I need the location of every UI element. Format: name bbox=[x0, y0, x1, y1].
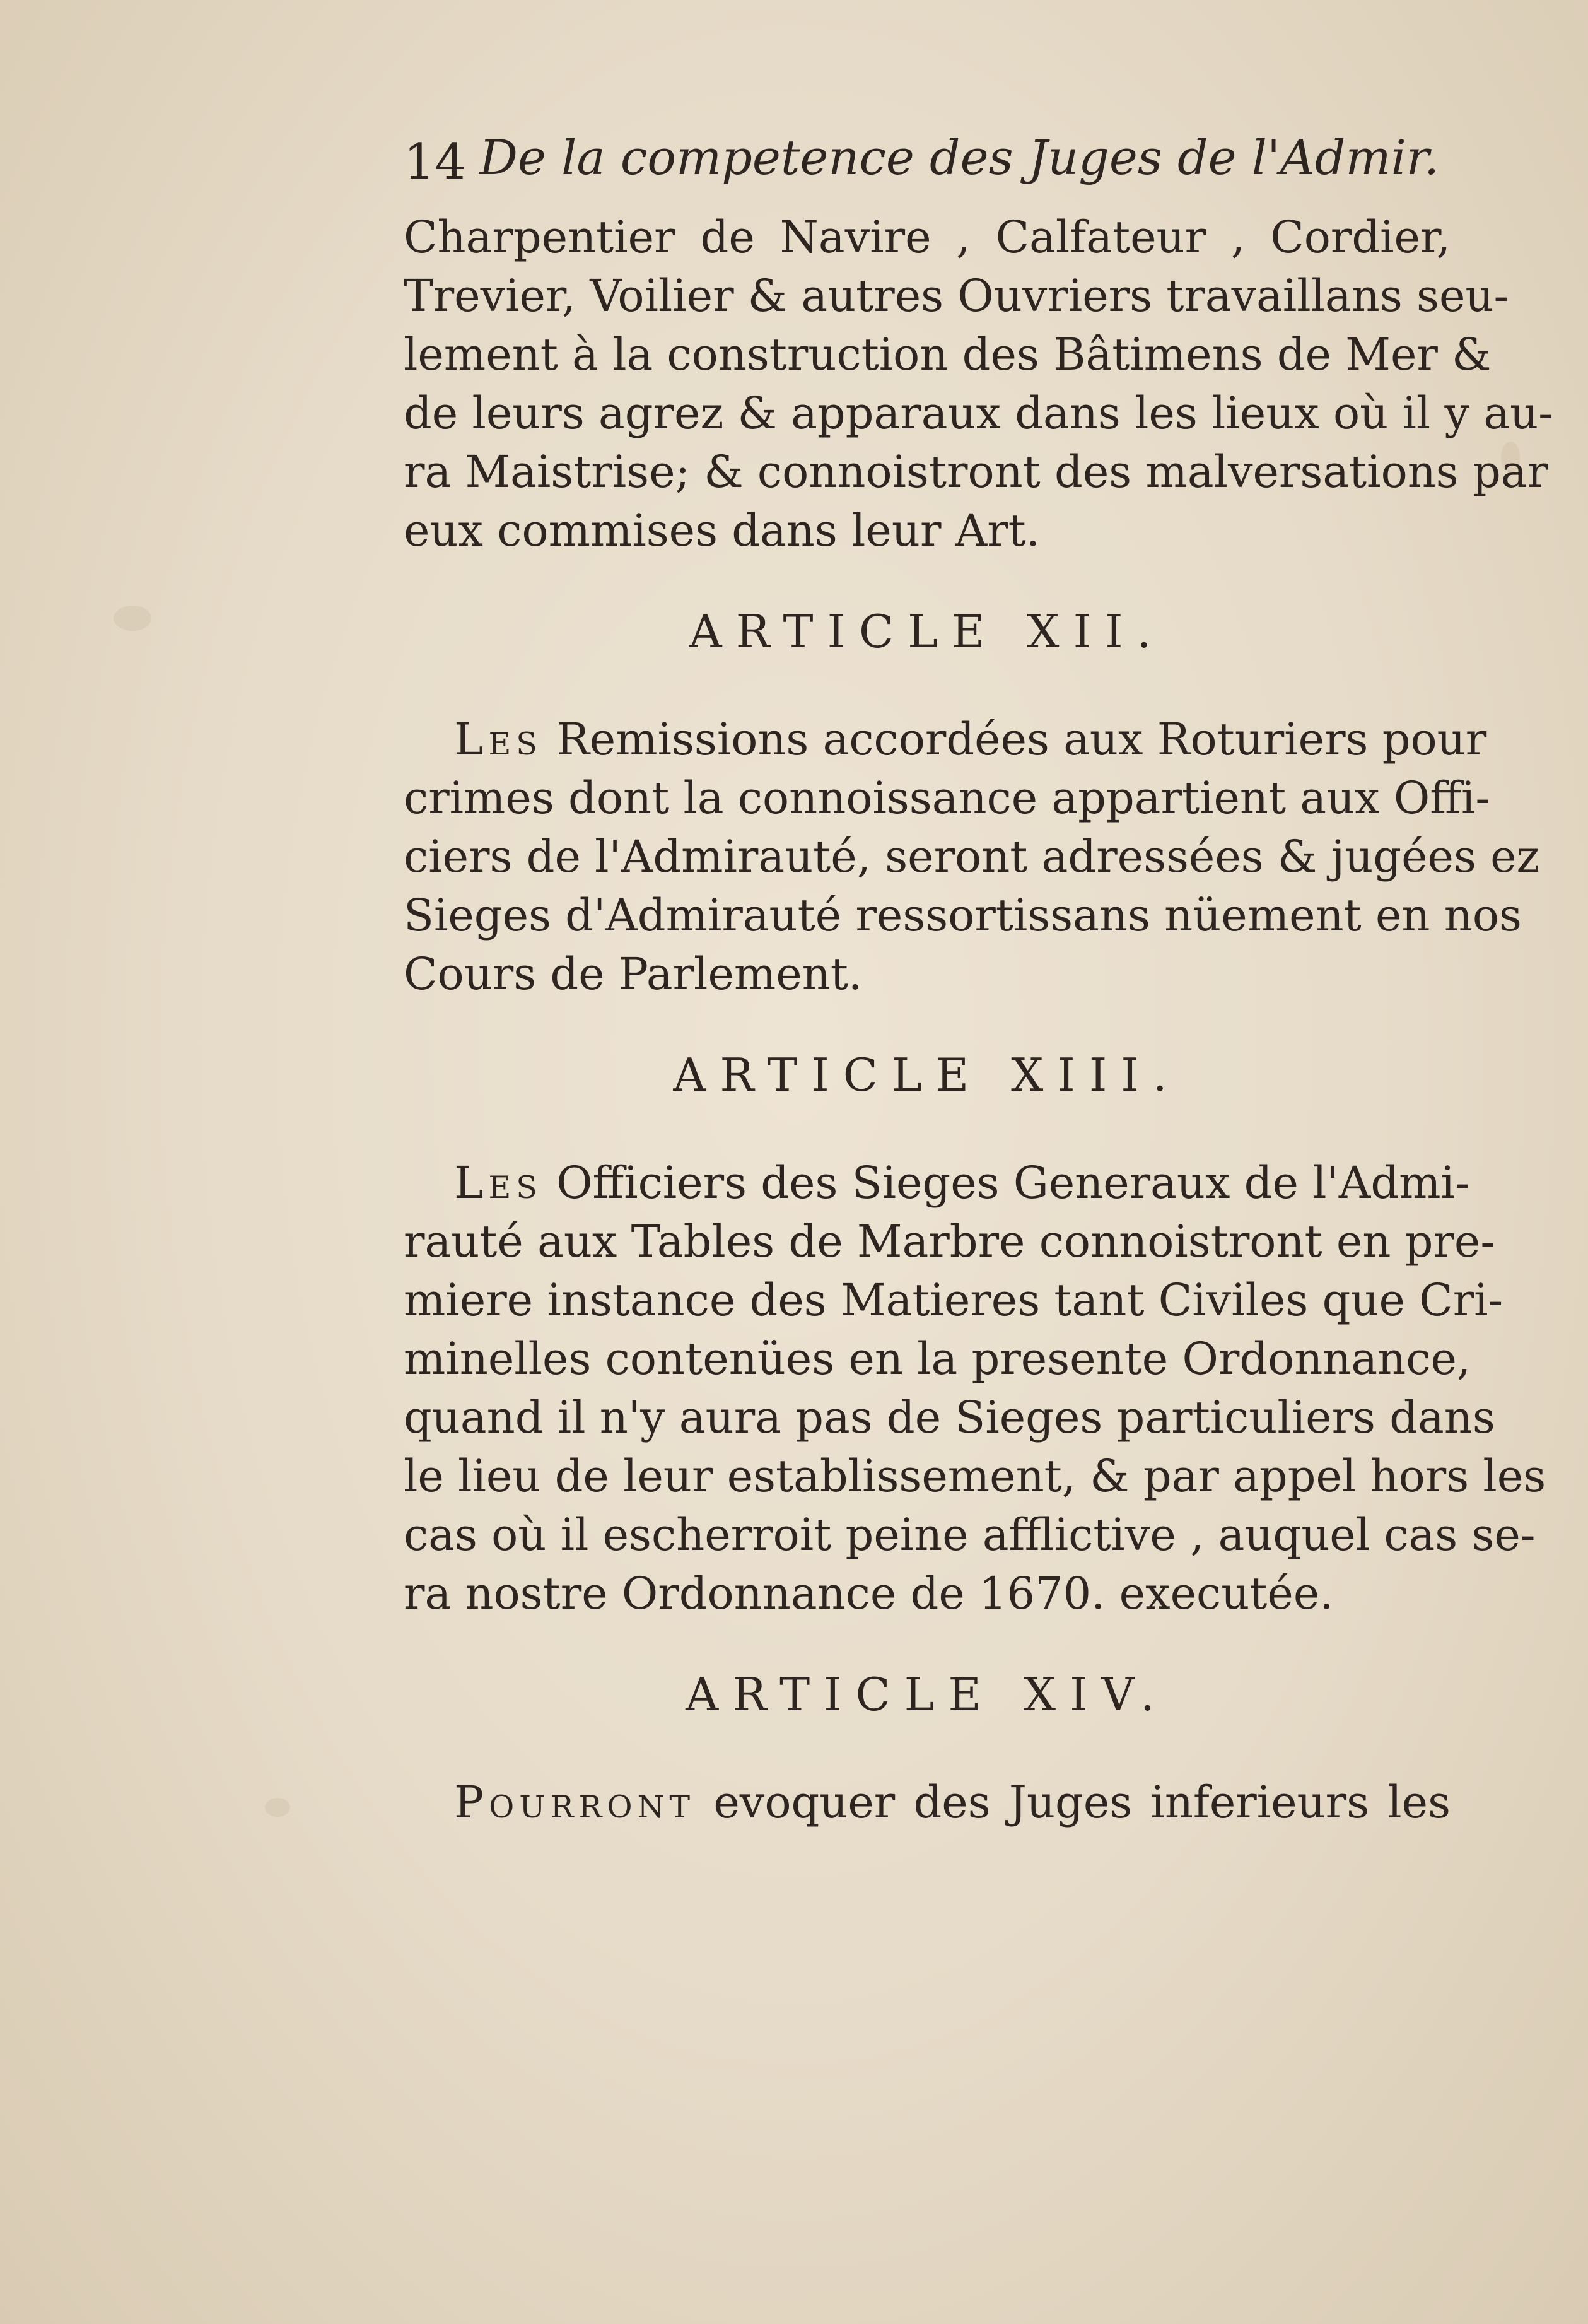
text-line: ra Maistrise; & connoistront des malversations par bbox=[404, 446, 1548, 498]
text-line: quand il n'y aura pas de Sieges particuliers dans bbox=[404, 1392, 1495, 1443]
paragraph-article-xiii bbox=[404, 1154, 1546, 1623]
text-line: lement à la construction des Bâtimens de Mer & bbox=[404, 329, 1492, 380]
text-line-first bbox=[404, 710, 1487, 769]
text-line-rest: Remissions accordées aux Roturiers pour bbox=[542, 713, 1487, 765]
paragraph-article-xii bbox=[404, 710, 1540, 1004]
text-line: rauté aux Tables de Marbre connoistront en pre- bbox=[404, 1216, 1495, 1267]
text-line-first bbox=[404, 1154, 1470, 1212]
page-number: 14 bbox=[404, 134, 467, 191]
text-line-rest: evoquer des Juges inferieurs les bbox=[695, 1776, 1451, 1828]
article-heading-xii: ARTICLE XII. bbox=[689, 605, 1165, 658]
paper-stain bbox=[265, 1798, 290, 1817]
text-line: cas où il escherroit peine afflictive , auquel cas se- bbox=[404, 1509, 1536, 1561]
text-line: Sieges d'Admirauté ressortissans nüement en nos bbox=[404, 889, 1522, 941]
paragraph-continuation bbox=[404, 208, 1553, 560]
page-header bbox=[404, 126, 1451, 202]
opening-word: Les bbox=[454, 713, 542, 765]
text-line: eux commises dans leur Art. bbox=[404, 505, 1041, 556]
text-line: le lieu de leur establissement, & par appel hors les bbox=[404, 1450, 1546, 1502]
paper-stain bbox=[114, 606, 151, 631]
text-line: crimes dont la connoissance appartient aux Offi- bbox=[404, 772, 1491, 824]
article-heading-xiv: ARTICLE XIV. bbox=[686, 1668, 1169, 1721]
text-line: ra nostre Ordonnance de 1670. executée. bbox=[404, 1568, 1334, 1619]
book-page bbox=[404, 126, 1553, 1832]
text-line: miere instance des Matieres tant Civiles que Cri- bbox=[404, 1274, 1503, 1326]
opening-word: Les bbox=[454, 1157, 542, 1209]
opening-word: Pourront bbox=[454, 1776, 696, 1828]
text-line-rest: Officiers des Sieges Generaux de l'Admi- bbox=[542, 1157, 1470, 1209]
text-line: de leurs agrez & apparaux dans les lieux où il y au- bbox=[404, 387, 1553, 439]
text-line: Charpentier de Navire , Calfateur , Cordier, bbox=[404, 211, 1451, 263]
running-title: De la competence des Juges de l'Admir. bbox=[479, 129, 1440, 185]
text-line: ciers de l'Admirauté, seront adressées & jugées ez bbox=[404, 831, 1540, 883]
text-line-first bbox=[404, 1773, 1451, 1832]
text-line: Trevier, Voilier & autres Ouvriers travaillans seu- bbox=[404, 270, 1509, 322]
paragraph-article-xiv bbox=[404, 1773, 1451, 1832]
text-line: Cours de Parlement. bbox=[404, 948, 863, 1000]
text-line: minelles contenües en la presente Ordonnance, bbox=[404, 1333, 1471, 1385]
article-heading-xiii: ARTICLE XIII. bbox=[673, 1048, 1181, 1101]
